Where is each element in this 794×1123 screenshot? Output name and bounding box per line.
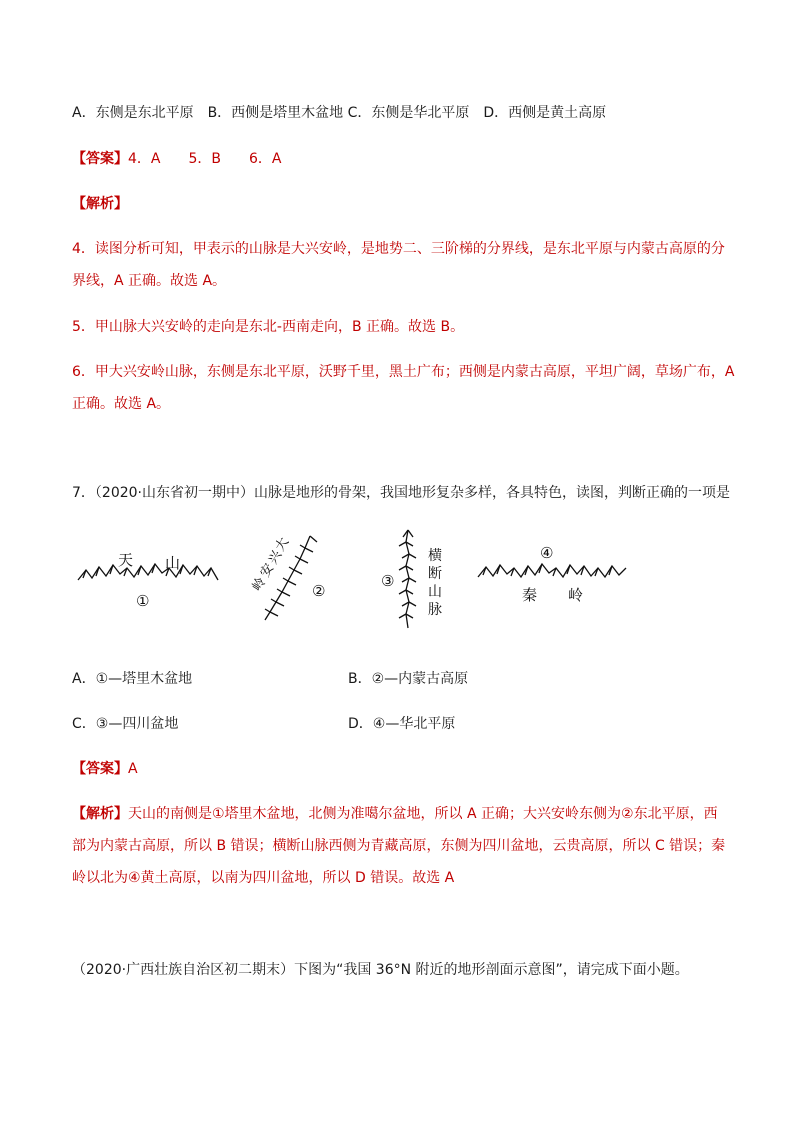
answer-label: 【答案】	[72, 151, 128, 167]
tianshan-range	[78, 564, 218, 580]
explanation-6-line1: 6．甲大兴安岭山脉，东侧是东北平原，沃野千里，黑土广布；西侧是内蒙古高原，平坦广阔，草场广布，A	[72, 364, 735, 380]
question-7-stem: 7．（2020·山东省初一期中）山脉是地形的骨架，我国地形复杂多样，各具特色，读图，判断正确的一项是	[72, 485, 730, 501]
explanation-6-line2: 正确。故选 A。	[72, 396, 171, 412]
qinling-label-2: 岭	[568, 586, 584, 604]
qinling-label-1: 秦	[522, 586, 538, 604]
analysis-7-line2: 部为内蒙古高原，所以 B 错误；横断山脉西侧为青藏高原，东侧为四川盆地，云贵高原，所以 C 错误；秦	[72, 838, 726, 854]
analysis-7-line1	[72, 803, 718, 823]
explanation-4-line1: 4．读图分析可知，甲表示的山脉是大兴安岭，是地势二、三阶梯的分界线，是东北平原与内蒙古高原的分	[72, 241, 725, 257]
hengduan-char-1: 横	[428, 548, 442, 564]
hengduan-char-2: 断	[428, 566, 442, 582]
answer-7-label: 【答案】	[72, 761, 128, 777]
answer-text: 4．A 5．B 6．A	[128, 151, 282, 167]
hengduan-char-3: 山	[428, 584, 442, 600]
daxinganling-char-4: 岭	[249, 575, 270, 595]
marker-1: ①	[136, 592, 150, 610]
q7-option-b: B．②—内蒙古高原	[348, 671, 469, 687]
analysis-label: 【解析】	[72, 196, 128, 212]
q7-option-c: C．③—四川盆地	[72, 716, 179, 732]
analysis-7-line3: 岭以北为④黄土高原，以南为四川盆地，所以 D 错误。故选 A	[72, 870, 455, 886]
daxinganling-char-1: 大	[272, 535, 293, 555]
marker-3: ③	[381, 572, 395, 590]
marker-4: ④	[540, 544, 554, 562]
hengduan-label	[428, 547, 442, 618]
daxinganling-char-2: 兴	[265, 548, 286, 568]
mountain-figure	[72, 528, 632, 638]
analysis-7-label: 【解析】	[72, 806, 128, 822]
explanation-5: 5．甲山脉大兴安岭的走向是东北-西南走向，B 正确。故选 B。	[72, 319, 465, 335]
marker-2: ②	[312, 582, 326, 600]
daxinganling-char-3: 安	[257, 561, 278, 581]
answer-4-6	[72, 148, 281, 168]
answer-7	[72, 758, 138, 778]
analysis-7-text-1: 天山的南侧是①塔里木盆地，北侧为准噶尔盆地，所以 A 正确；大兴安岭东侧为②东北平原，西	[128, 806, 718, 822]
tianshan-label-2: 山	[165, 554, 181, 572]
previous-question-options: A．东侧是东北平原 B．西侧是塔里木盆地 C．东侧是华北平原 D．西侧是黄土高原	[72, 105, 607, 121]
tianshan-label-1: 天	[118, 551, 134, 569]
next-question-stem: （2020·广西壮族自治区初二期末）下图为“我国 36°N 附近的地形剖面示意图”，请完成下面小题。	[72, 962, 689, 978]
hengduan-range	[399, 530, 416, 628]
answer-7-text: A	[128, 761, 138, 777]
hengduan-char-4: 脉	[428, 602, 442, 618]
qinling-range	[478, 564, 626, 577]
q7-option-a: A．①—塔里木盆地	[72, 671, 193, 687]
explanation-4-line2: 界线，A 正确。故选 A。	[72, 273, 227, 289]
q7-option-d: D．④—华北平原	[348, 716, 456, 732]
